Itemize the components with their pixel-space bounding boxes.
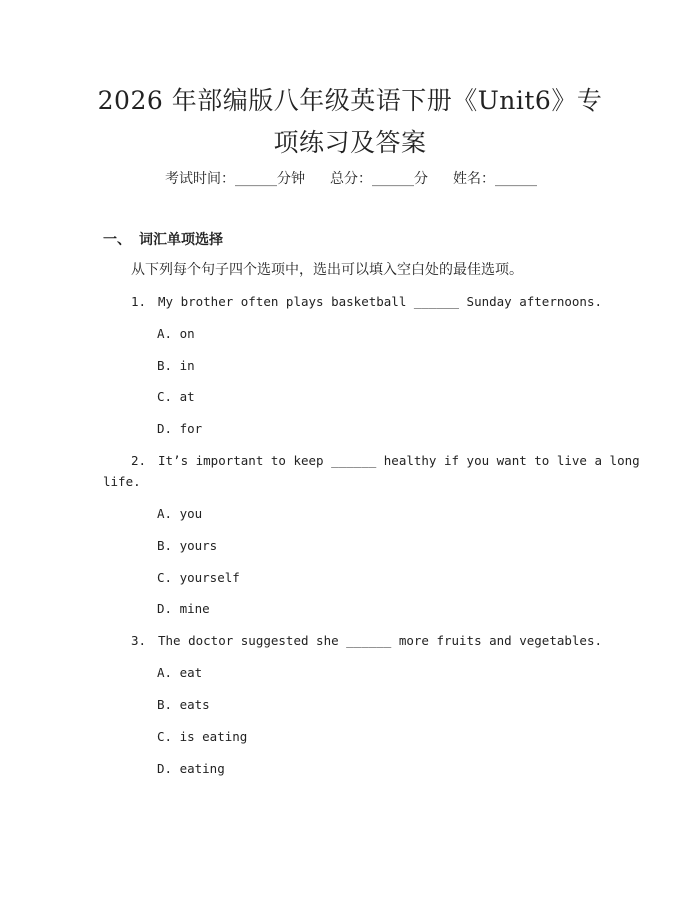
option-1c: C. at — [157, 389, 195, 404]
question-number: 3. — [131, 633, 147, 648]
exam-time: 考试时间：______分钟 — [165, 171, 305, 187]
question-text: It’s important to keep ______ healthy if you want to live a long — [158, 453, 640, 468]
page-title — [80, 80, 620, 164]
option-3c: C. is eating — [157, 729, 248, 744]
option-2b: B. yours — [157, 538, 218, 553]
question-2-continuation: life. — [103, 474, 141, 489]
question-text: The doctor suggested she ______ more fruits and vegetables. — [158, 633, 603, 648]
exam-name: 姓名：______ — [453, 171, 537, 187]
question-number: 2. — [131, 453, 147, 468]
option-2c: C. yourself — [157, 570, 240, 585]
option-1b: B. in — [157, 358, 195, 373]
option-3d: D. eating — [157, 761, 225, 776]
exam-total-score: 总分：______分 — [330, 171, 428, 187]
title-line-2: 项练习及答案 — [273, 128, 427, 157]
exam-info — [0, 168, 700, 188]
option-2a: A. you — [157, 506, 203, 521]
option-1a: A. on — [157, 326, 195, 341]
option-3a: A. eat — [157, 665, 203, 680]
title-line-1: 2026 年部编版八年级英语下册《Unit6》专 — [97, 86, 603, 115]
section-title: 词汇单项选择 — [139, 232, 223, 248]
option-3b: B. eats — [157, 697, 210, 712]
section-heading — [103, 229, 223, 249]
question-text: My brother often plays basketball ______ Sunday afternoons. — [158, 294, 603, 309]
option-2d: D. mine — [157, 601, 210, 616]
section-number: 一、 — [103, 232, 131, 248]
section-instruction: 从下列每个句子四个选项中，选出可以填入空白处的最佳选项。 — [131, 262, 523, 278]
option-1d: D. for — [157, 421, 203, 436]
question-number: 1. — [131, 294, 147, 309]
